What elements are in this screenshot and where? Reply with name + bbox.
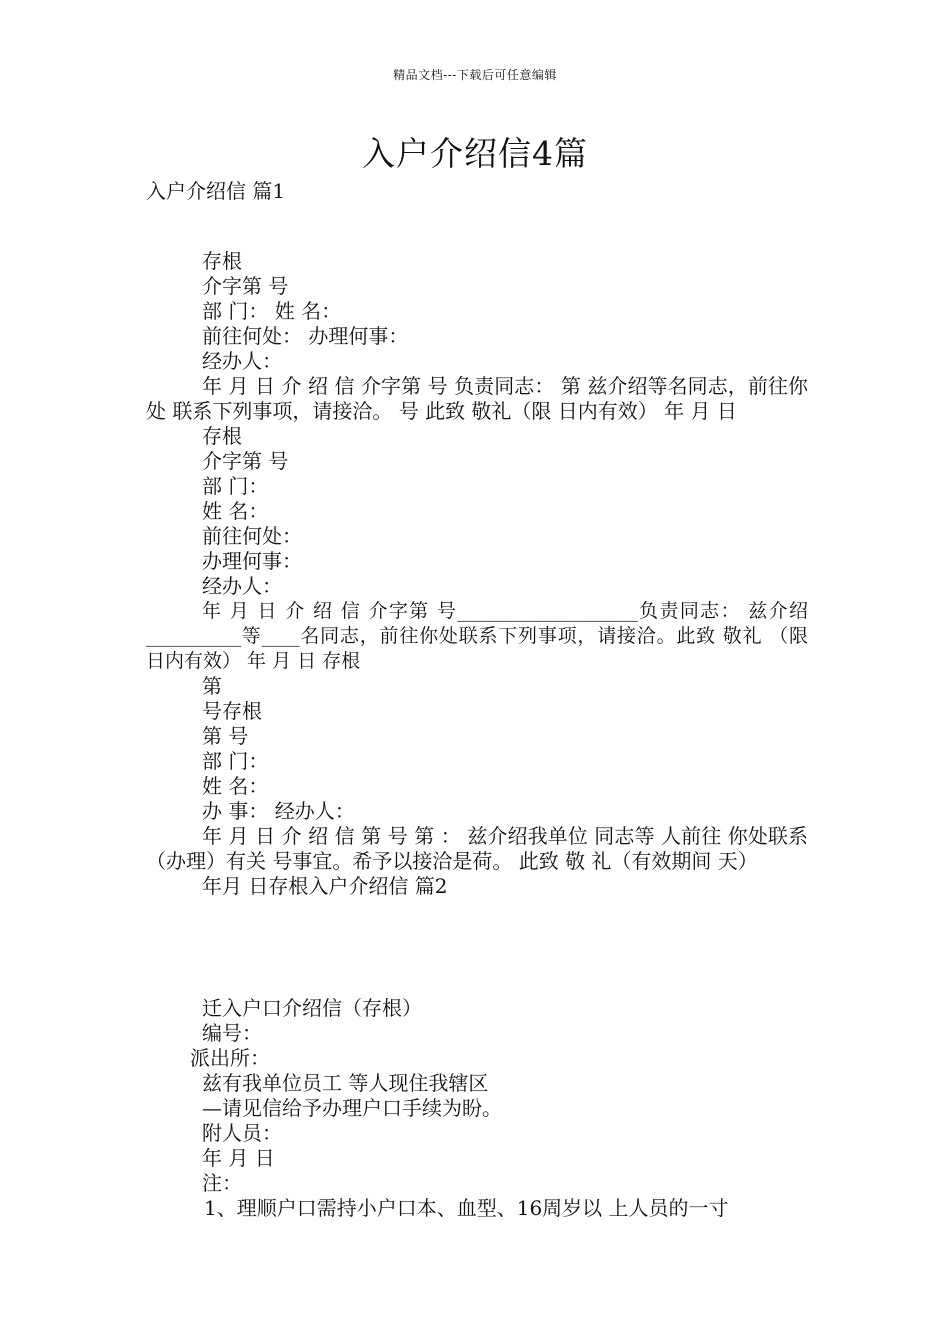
text-line: 部 门： <box>202 749 269 773</box>
text-line: 1、理顺户口需持小户口本、血型、16周岁以 上人员的一寸 <box>204 1196 729 1220</box>
page-header: 精品文档---下载后可任意编辑 <box>393 68 557 82</box>
text-line: 存根 <box>202 249 242 273</box>
text-line: 号存根 <box>202 699 262 723</box>
text-line: 部 门： 姓 名： <box>202 299 342 323</box>
text-line: 介字第 号 <box>202 449 289 473</box>
section-heading-1: 入户介绍信 篇1 <box>146 179 286 203</box>
section-2-body <box>146 996 808 1221</box>
text-line: 经办人： <box>202 574 282 598</box>
text-line: 附人员： <box>202 1121 282 1145</box>
text-line: 姓 名： <box>202 499 269 523</box>
text-line: 经办人： <box>202 349 282 373</box>
text-line: 注： <box>202 1171 242 1195</box>
text-line: 年 月 日 <box>202 1146 275 1170</box>
text-paragraph: 年 月 日 介 绍 信 介字第 号 负责同志： 第 兹介绍等名同志，前往你处 联系下列事项，请接洽。 号 此致 敬礼（限 日内有效） 年 月 日 <box>146 374 808 423</box>
text-line: 部 门： <box>202 474 269 498</box>
text-line: 前往何处： <box>202 524 302 548</box>
text-paragraph: 年 月 日 介 绍 信 第 号 第 ： 兹介绍我单位 同志等 人前往 你处联系（办理）有关 号事宜。希予以接洽是荷。 此致 敬 礼（有效期间 天） <box>146 824 808 873</box>
text-paragraph: 年 月 日 介 绍 信 介字第 号___________________负责同志： 兹介绍__________等____名同志，前往你处联系下列事项，请接洽。此致 敬礼 （限 日内有效） 年 月 日 存根 <box>146 600 808 672</box>
section-1-body <box>146 249 808 899</box>
text-line: 第 号 <box>202 724 249 748</box>
text-line: 介字第 号 <box>202 274 289 298</box>
text-line: 办 事： 经办人： <box>202 799 355 823</box>
text-line: 第 <box>202 674 222 698</box>
text-line: 办理何事： <box>202 549 302 573</box>
text-line: 存根 <box>202 424 242 448</box>
text-line: 姓 名： <box>202 774 269 798</box>
text-line: 前往何处： 办理何事： <box>202 324 409 348</box>
text-line: —请见信给予办理户口手续为盼。 <box>202 1096 502 1120</box>
text-line: 兹有我单位员工 等人现住我辖区 <box>202 1071 489 1095</box>
text-line: 派出所： <box>190 1046 270 1070</box>
text-line: 编号： <box>202 1021 262 1045</box>
document-title: 入户介绍信4篇 <box>362 134 588 173</box>
text-line: 年月 日存根入户介绍信 篇2 <box>202 874 448 898</box>
text-line: 迁入户口介绍信（存根） <box>202 996 422 1020</box>
